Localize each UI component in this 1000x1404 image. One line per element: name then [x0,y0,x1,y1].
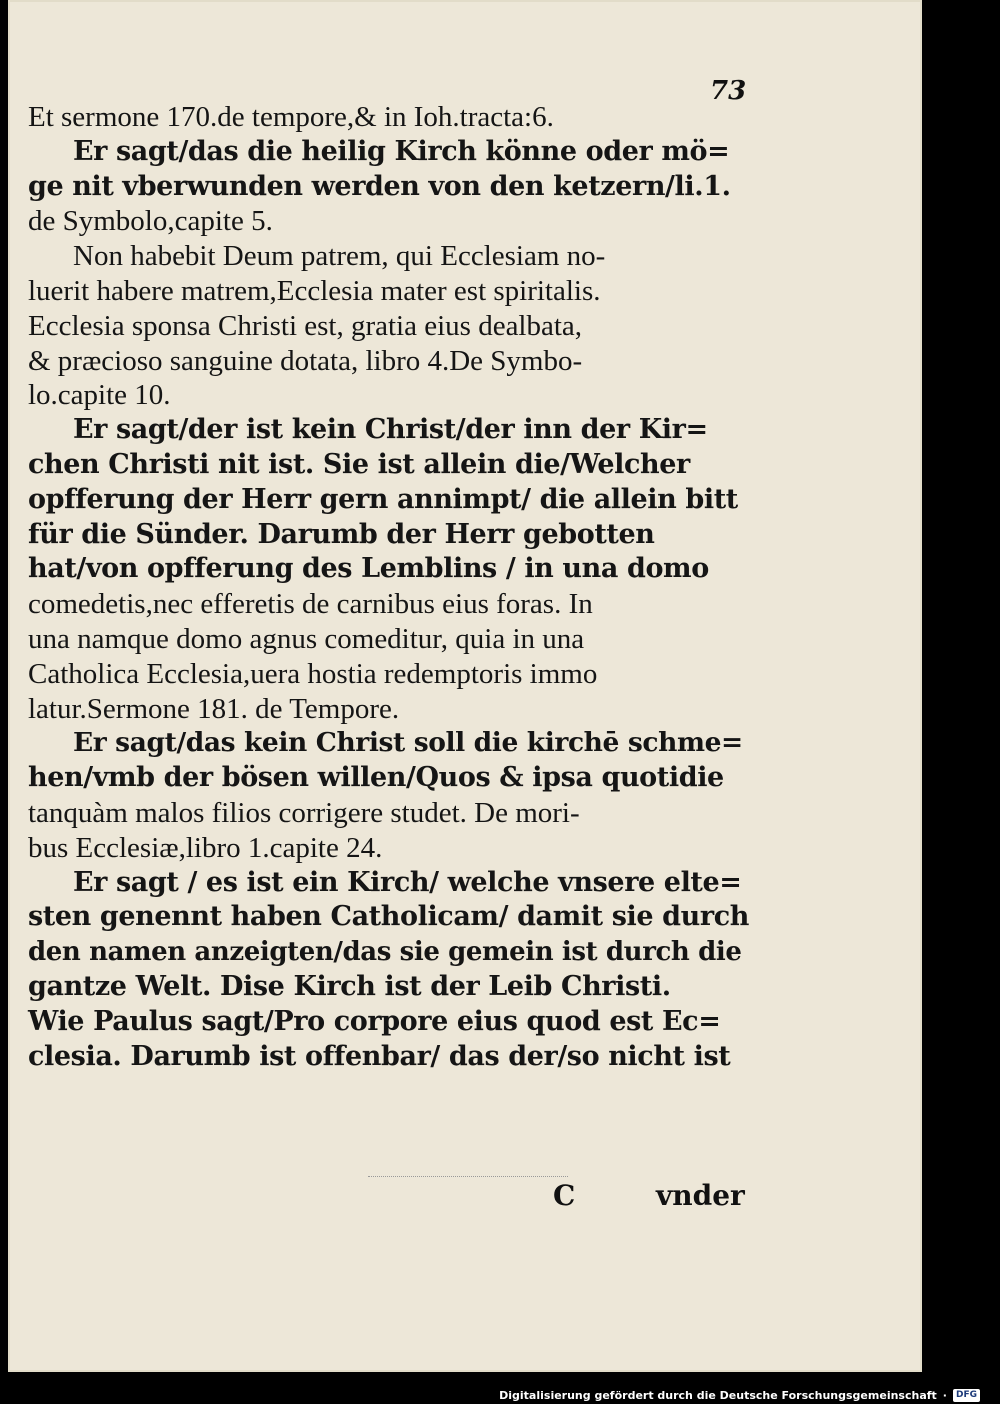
text-line: ge nit vberwunden werden von den ketzern/li.1. [28,170,731,202]
dfg-logo: DFG [953,1389,980,1402]
book-page [8,0,922,1372]
text-line: den namen anzeigten/das sie gemein ist durch die [28,937,742,968]
text-line: latur.Sermone 181. de Tempore. [28,692,400,725]
text-line: opfferung der Herr gern annimpt/ die allein bitt [28,483,738,515]
text-line: Non habebit Deum patrem, qui Ecclesiam no- [73,240,606,273]
text-line: Er sagt / es ist ein Kirch/ welche vnsere elte= [73,866,742,898]
text-line: Er sagt/das die heilig Kirch könne oder mö= [73,135,730,167]
dotted-rule [368,1176,568,1178]
funding-text: Digitalisierung gefördert durch die Deutsche Forschungsgemeinschaft [499,1388,937,1402]
text-line: luerit habere matrem,Ecclesia mater est spiritalis. [28,274,601,307]
text-line: für die Sünder. Darumb der Herr gebotten [28,518,655,550]
footer: Digitalisierung gefördert durch die Deutsche Forschungsgemeinschaft · DFG [0,1386,1000,1404]
text-line: de Symbolo,capite 5. [28,205,273,238]
text-line: gantze Welt. Dise Kirch ist der Leib Christi. [28,970,671,1002]
text-line: Et sermone 170.de tempore,& in Ioh.tracta:6. [28,101,554,133]
text-line: una namque domo agnus comeditur, quia in una [28,622,585,655]
text-line: tanquàm malos filios corrigere studet. De mori- [28,796,580,829]
text-line: bus Ecclesiæ,libro 1.capite 24. [28,831,383,864]
text-line: hen/vmb der bösen willen/Quos & ipsa quotidie [28,762,724,794]
text-line: Er sagt/der ist kein Christ/der inn der Kir= [73,414,708,446]
text-line: clesia. Darumb ist offenbar/ das der/so nicht ist [28,1040,731,1072]
text-block [28,100,748,1074]
text-line: chen Christi nit ist. Sie ist allein die/Welcher [28,448,690,480]
text-line: sten genennt haben Catholicam/ damit sie durch [28,901,749,933]
text-line: & præcioso sanguine dotata, libro 4.De Symbo- [28,344,583,377]
text-line: hat/von opfferung des Lemblins / in una domo [28,553,709,585]
text-line: Ecclesia sponsa Christi est, gratia eius dealbata, [28,309,583,342]
page-number: 73 [710,76,747,106]
text-line: Wie Paulus sagt/Pro corpore eius quod est Ec= [28,1005,721,1037]
text-line: lo.capite 10. [28,379,171,412]
text-line: Er sagt/das kein Christ soll die kirchē schme= [73,727,743,759]
text-line: comedetis,nec efferetis de carnibus eius foras. In [28,588,593,621]
text-line: Catholica Ecclesia,uera hostia redemptoris immo [28,657,598,690]
catchword: vnder [656,1179,745,1212]
signature-mark: C [553,1179,576,1212]
